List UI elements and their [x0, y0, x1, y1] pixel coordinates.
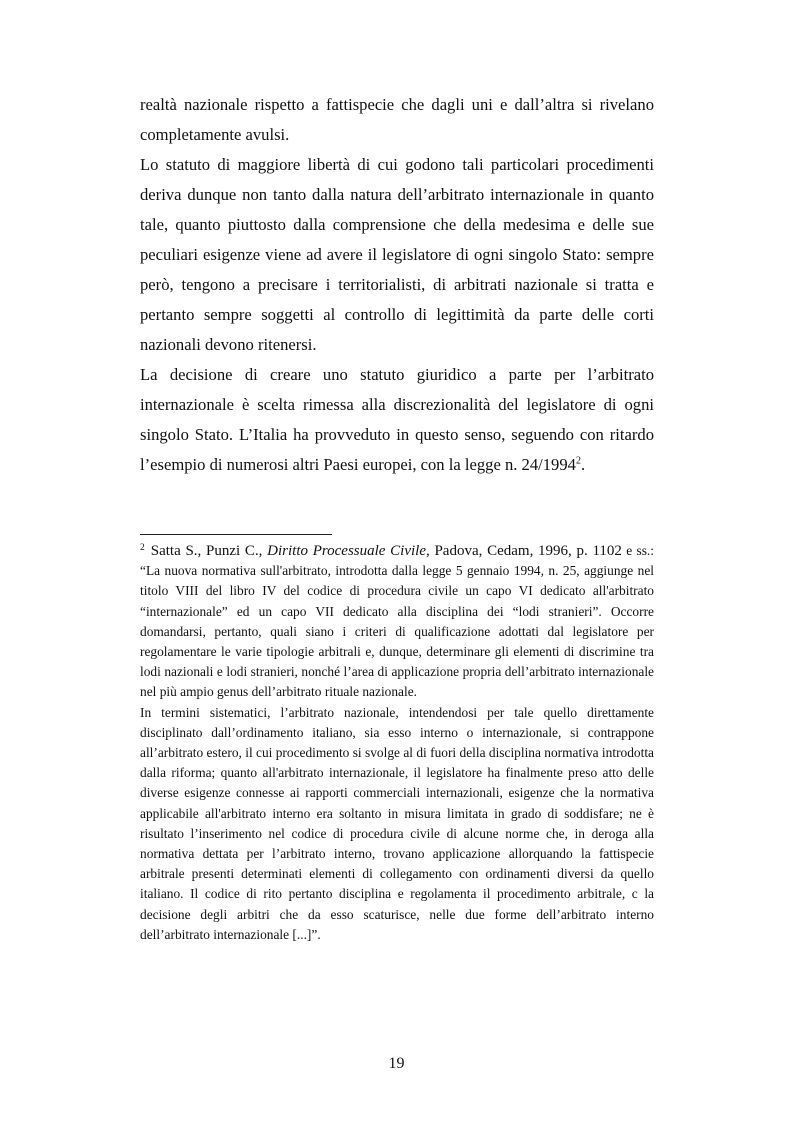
paragraph-1: realtà nazionale rispetto a fattispecie che dagli uni e dall’altra si rivelano completamente avulsi. [140, 95, 654, 144]
footnote-text-1: e ss.: “La nuova normativa sull'arbitrato, introdotta dalla legge 5 gennaio 1994, n. 25, aggiunge nel titolo VIII del libro IV del codice di procedura civile un capo VI dedicato all'arbitrato “internazionale” ed un capo VII dedicato alla disciplina dei “lodi stranieri”. Occorre domandarsi, pertanto, quali siano i criteri di qualificazione adottati dal legislatore per regolamentare le varie tipologie arbitrali e, dunque, determinare gli elementi di discrimine tra lodi nazionali e lodi stranieri, nonché l’area di applicazione propria dell’arbitrato internazionale nel più ampio genus dell’arbitrato rituale nazionale. [140, 543, 655, 700]
paragraph-2: Lo statuto di maggiore libertà di cui godono tali particolari procedimenti deriva dunque non tanto dalla natura dell’arbitrato internazionale in quanto tale, quanto piuttosto dalla comprensione che della medesima e delle sue peculiari esigenze viene ad avere il legislatore di ogni singolo Stato: sempre però, tengono a precisare i territorialisti, di arbitrati nazionale si tratta e pertanto sempre soggetti al controllo di legittimità da parte delle corti nazionali devono ritenersi. [140, 155, 654, 354]
footnote-paragraph-1 [140, 541, 654, 703]
footnote-citation: , Padova, Cedam, 1996, p. 1102 [426, 543, 622, 559]
page-number: 19 [388, 1055, 405, 1072]
footnote-2 [140, 541, 654, 945]
footnote-separator [140, 534, 332, 535]
paragraph-3 [140, 360, 654, 480]
paragraph-3-text: La decisione di creare uno statuto giuridico a parte per l’arbitrato internazionale è scelta rimessa alla discrezionalità del legislatore di ogni singolo Stato. L’Italia ha provveduto in questo senso, seguendo con ritardo l’esempio di numerosi altri Paesi europei, con la legge n. 24/1994 [140, 365, 654, 474]
paragraph-3-end: . [580, 455, 586, 474]
footnote-authors: Satta S., Punzi C., [150, 543, 268, 559]
footnote-mark: 2 [140, 542, 145, 553]
footnote-paragraph-2: In termini sistematici, l’arbitrato nazionale, intendendosi per tale quello direttamente disciplinato dall’ordinamento italiano, sia esso interno o internazionale, si contrappone all’arbitrato estero, il cui procedimento si svolge al di fuori della disciplina normativa introdotta dalla riforma; quanto all'arbitrato internazionale, il legislatore ha finalmente preso atto delle diverse esigenze connesse ai rapporti commerciali internazionali, esigenze che la normativa applicabile all'arbitrato interno era soltanto in misura limitata in grado di soddisfare; ne è risultato l’inserimento nel codice di procedura civile di alcune norme che, in deroga alla normativa dettata per l’arbitrato interno, trovano applicazione allorquando la fattispecie arbitrale presenti determinati elementi di collegamento con ordinamenti diversi da quello italiano. Il codice di rito pertanto disciplina e regolamenta il procedimento arbitrale, c la decisione degli arbitri che da esso scaturisce, nelle due forme dell’arbitrato interno dell’arbitrato internazionale [...]”. [140, 704, 654, 942]
footnote-reference[interactable]: 2 [575, 455, 581, 467]
footnote-book-title: Diritto Processuale Civile [267, 543, 426, 559]
main-text [140, 90, 654, 480]
